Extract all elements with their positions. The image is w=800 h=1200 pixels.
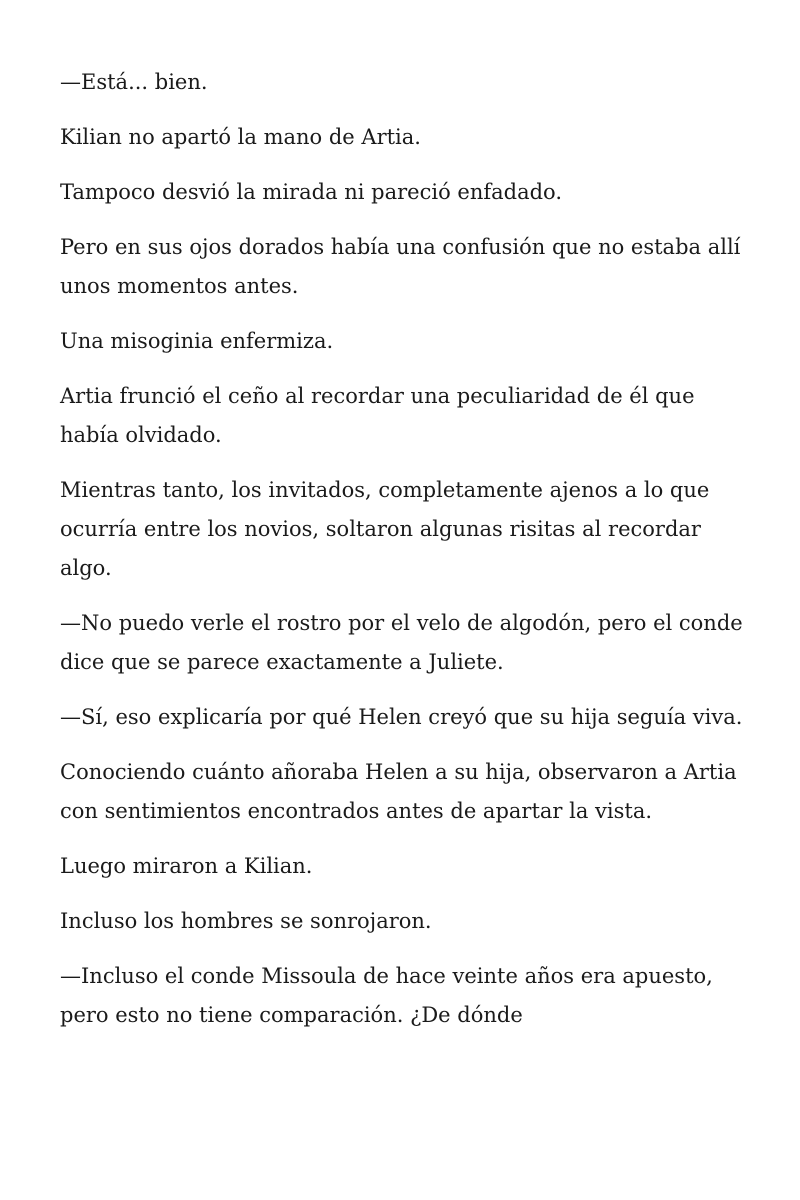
paragraph-11: Luego miraron a Kilian. — [60, 854, 313, 878]
paragraph-10: Conociendo cuánto añoraba Helen a su hija, observaron a Artia con sentimientos encontrados antes de apartar la vista. — [60, 760, 737, 823]
paragraph-9: —Sí, eso explicaría por qué Helen creyó que su hija seguía viva. — [60, 705, 743, 729]
paragraph-1: —Está... bien. — [60, 70, 208, 94]
paragraph-7: Mientras tanto, los invitados, completamente ajenos a lo que ocurría entre los novios, soltaron algunas risitas al recordar algo. — [60, 478, 710, 580]
paragraph-2: Kilian no apartó la mano de Artia. — [60, 125, 421, 149]
document-page — [60, 63, 750, 1051]
paragraph-5: Una misoginia enfermiza. — [60, 329, 334, 353]
paragraph-3: Tampoco desvió la mirada ni pareció enfadado. — [60, 180, 563, 204]
paragraph-6: Artia frunció el ceño al recordar una peculiaridad de él que había olvidado. — [60, 384, 695, 447]
paragraph-12: Incluso los hombres se sonrojaron. — [60, 909, 432, 933]
paragraph-4: Pero en sus ojos dorados había una confusión que no estaba allí unos momentos antes. — [60, 235, 741, 298]
paragraph-8: —No puedo verle el rostro por el velo de algodón, pero el conde dice que se parece exactamente a Juliete. — [60, 611, 743, 674]
paragraph-13: —Incluso el conde Missoula de hace veinte años era apuesto, pero esto no tiene comparación. ¿De dónde — [60, 964, 713, 1027]
